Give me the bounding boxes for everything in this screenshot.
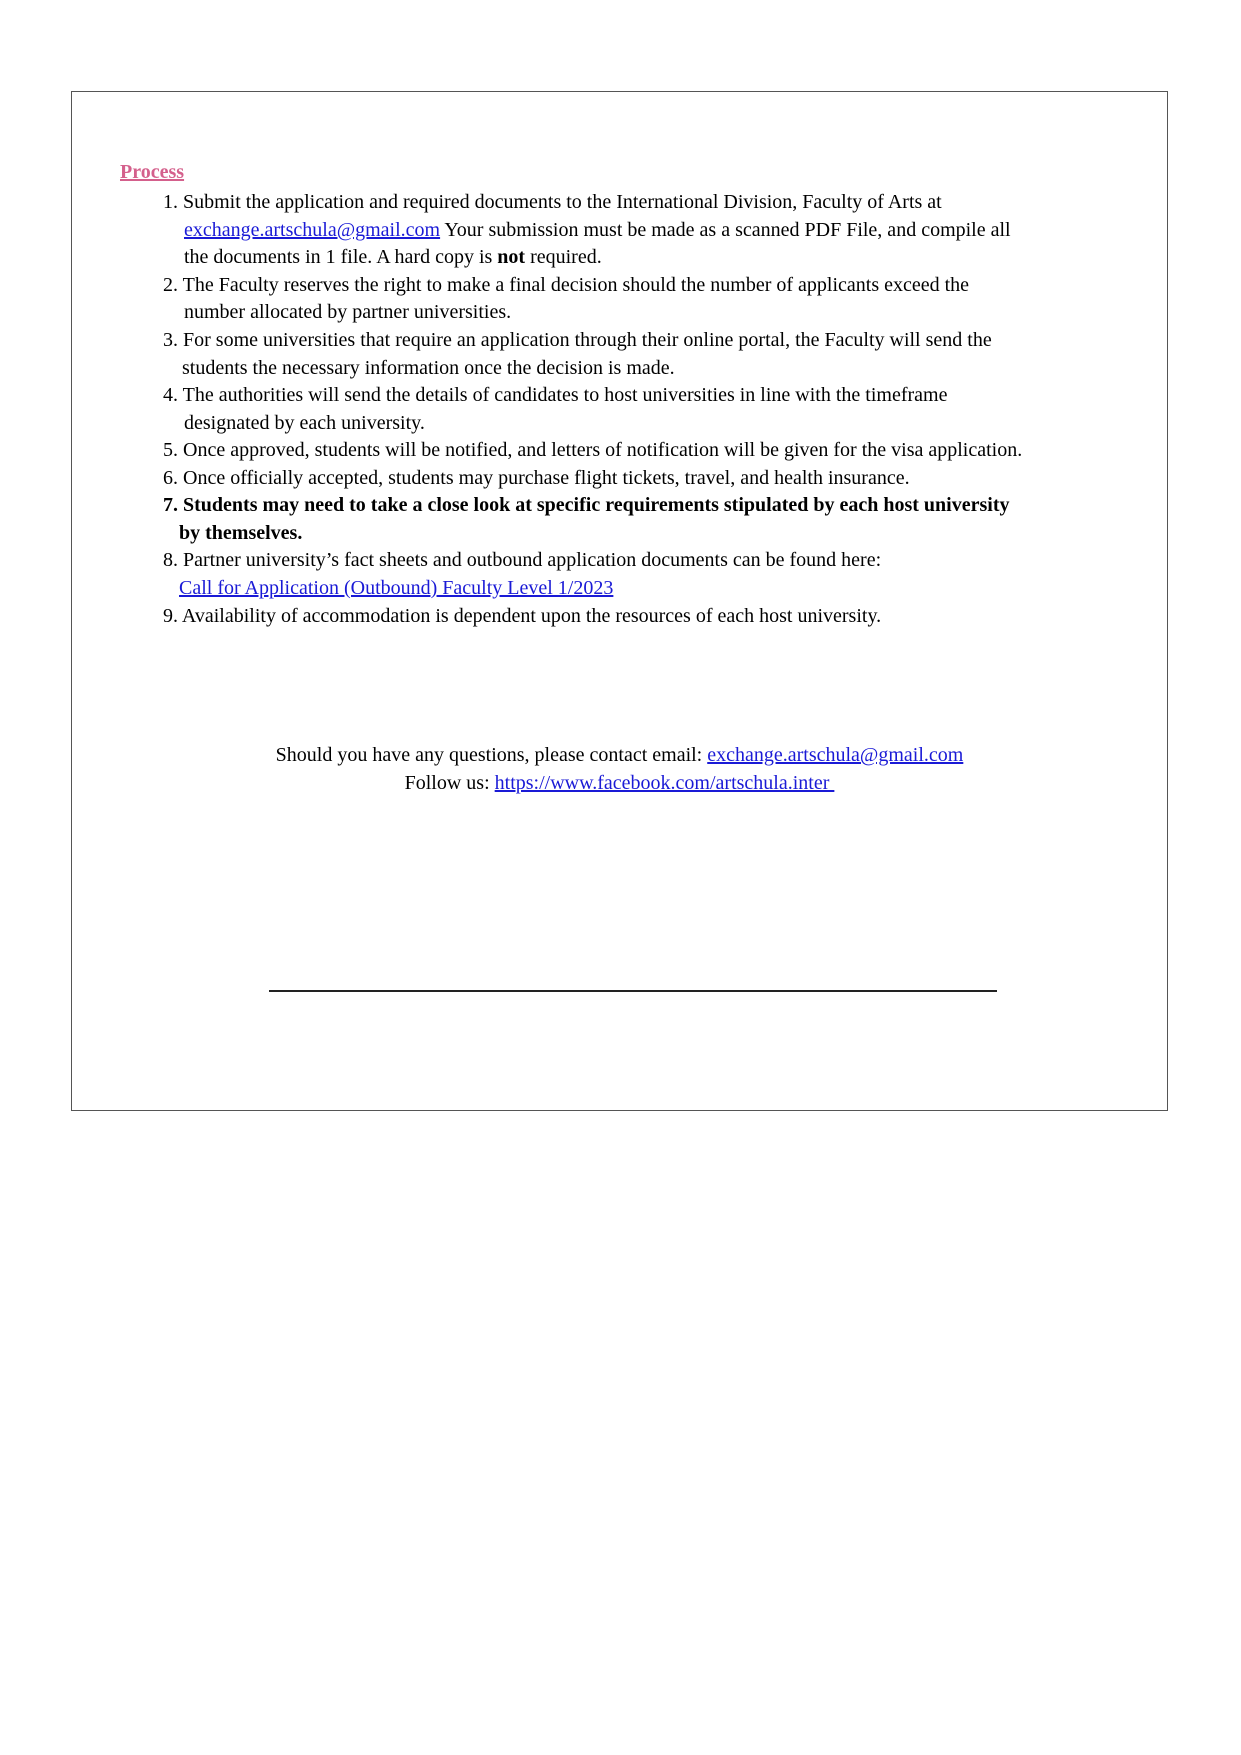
item-text: Partner university’s fact sheets and outbound application documents can be found here:: [183, 549, 882, 571]
list-item-8: [163, 546, 881, 574]
signature-rule: [269, 990, 997, 992]
list-item-7: [163, 491, 1009, 519]
item-text: Students may need to take a close look at specific requirements stipulated by each host university: [183, 494, 1010, 516]
item-number: 6.: [163, 467, 178, 489]
item-number: 8.: [163, 549, 178, 571]
item-number: 1.: [163, 191, 178, 213]
list-item-3: [163, 326, 992, 354]
emphasis-not: not: [497, 246, 526, 268]
list-item-6: [163, 464, 910, 492]
list-item-4: [163, 381, 947, 409]
list-item-7-cont: by themselves.: [179, 522, 303, 544]
item-text: Submit the application and required documents to the International Division, Faculty of Arts at: [183, 191, 942, 213]
item-text: The authorities will send the details of candidates to host universities in line with the timeframe: [182, 384, 948, 406]
list-item-2-cont: number allocated by partner universities.: [184, 301, 512, 323]
contact-line: [71, 741, 1168, 769]
follow-line: [71, 769, 1168, 797]
item-number: 4.: [163, 384, 178, 406]
list-item-4-cont: designated by each university.: [184, 412, 425, 434]
list-item-1: [163, 188, 942, 216]
list-item-5: [163, 436, 1022, 464]
item-text: Once officially accepted, students may purchase flight tickets, travel, and health insurance.: [183, 467, 910, 489]
item-text: Availability of accommodation is dependent upon the resources of each host university.: [181, 605, 882, 627]
list-item-8-cont: [179, 574, 613, 602]
item-text: required.: [525, 246, 602, 268]
item-text: For some universities that require an application through their online portal, the Faculty will send the: [183, 329, 992, 351]
call-for-application-link[interactable]: Call for Application (Outbound) Faculty Level 1/2023: [179, 577, 614, 599]
process-heading: Process: [120, 161, 185, 183]
list-item-2: [163, 271, 969, 299]
item-text: The Faculty reserves the right to make a final decision should the number of applicants exceed the: [182, 274, 970, 296]
facebook-link[interactable]: https://www.facebook.com/artschula.inter: [494, 772, 835, 794]
item-number: 7.: [163, 494, 178, 516]
item-text: Once approved, students will be notified, and letters of notification will be given for the visa application.: [183, 439, 1023, 461]
item-text: Your submission must be made as a scanned PDF File, and compile all: [440, 219, 1011, 241]
email-link[interactable]: exchange.artschula@gmail.com: [184, 219, 441, 241]
list-item-9: [163, 602, 881, 630]
item-number: 5.: [163, 439, 178, 461]
item-number: 9.: [163, 605, 178, 627]
list-item-3-cont: students the necessary information once the decision is made.: [182, 357, 675, 379]
item-number: 3.: [163, 329, 178, 351]
contact-text: Should you have any questions, please contact email:: [275, 744, 708, 766]
item-number: 2.: [163, 274, 178, 296]
list-item-1-cont2: [184, 243, 602, 271]
contact-email-link[interactable]: exchange.artschula@gmail.com: [707, 744, 964, 766]
list-item-1-cont: [184, 216, 1011, 244]
item-text: the documents in 1 file. A hard copy is: [184, 246, 498, 268]
follow-text: Follow us:: [404, 772, 495, 794]
